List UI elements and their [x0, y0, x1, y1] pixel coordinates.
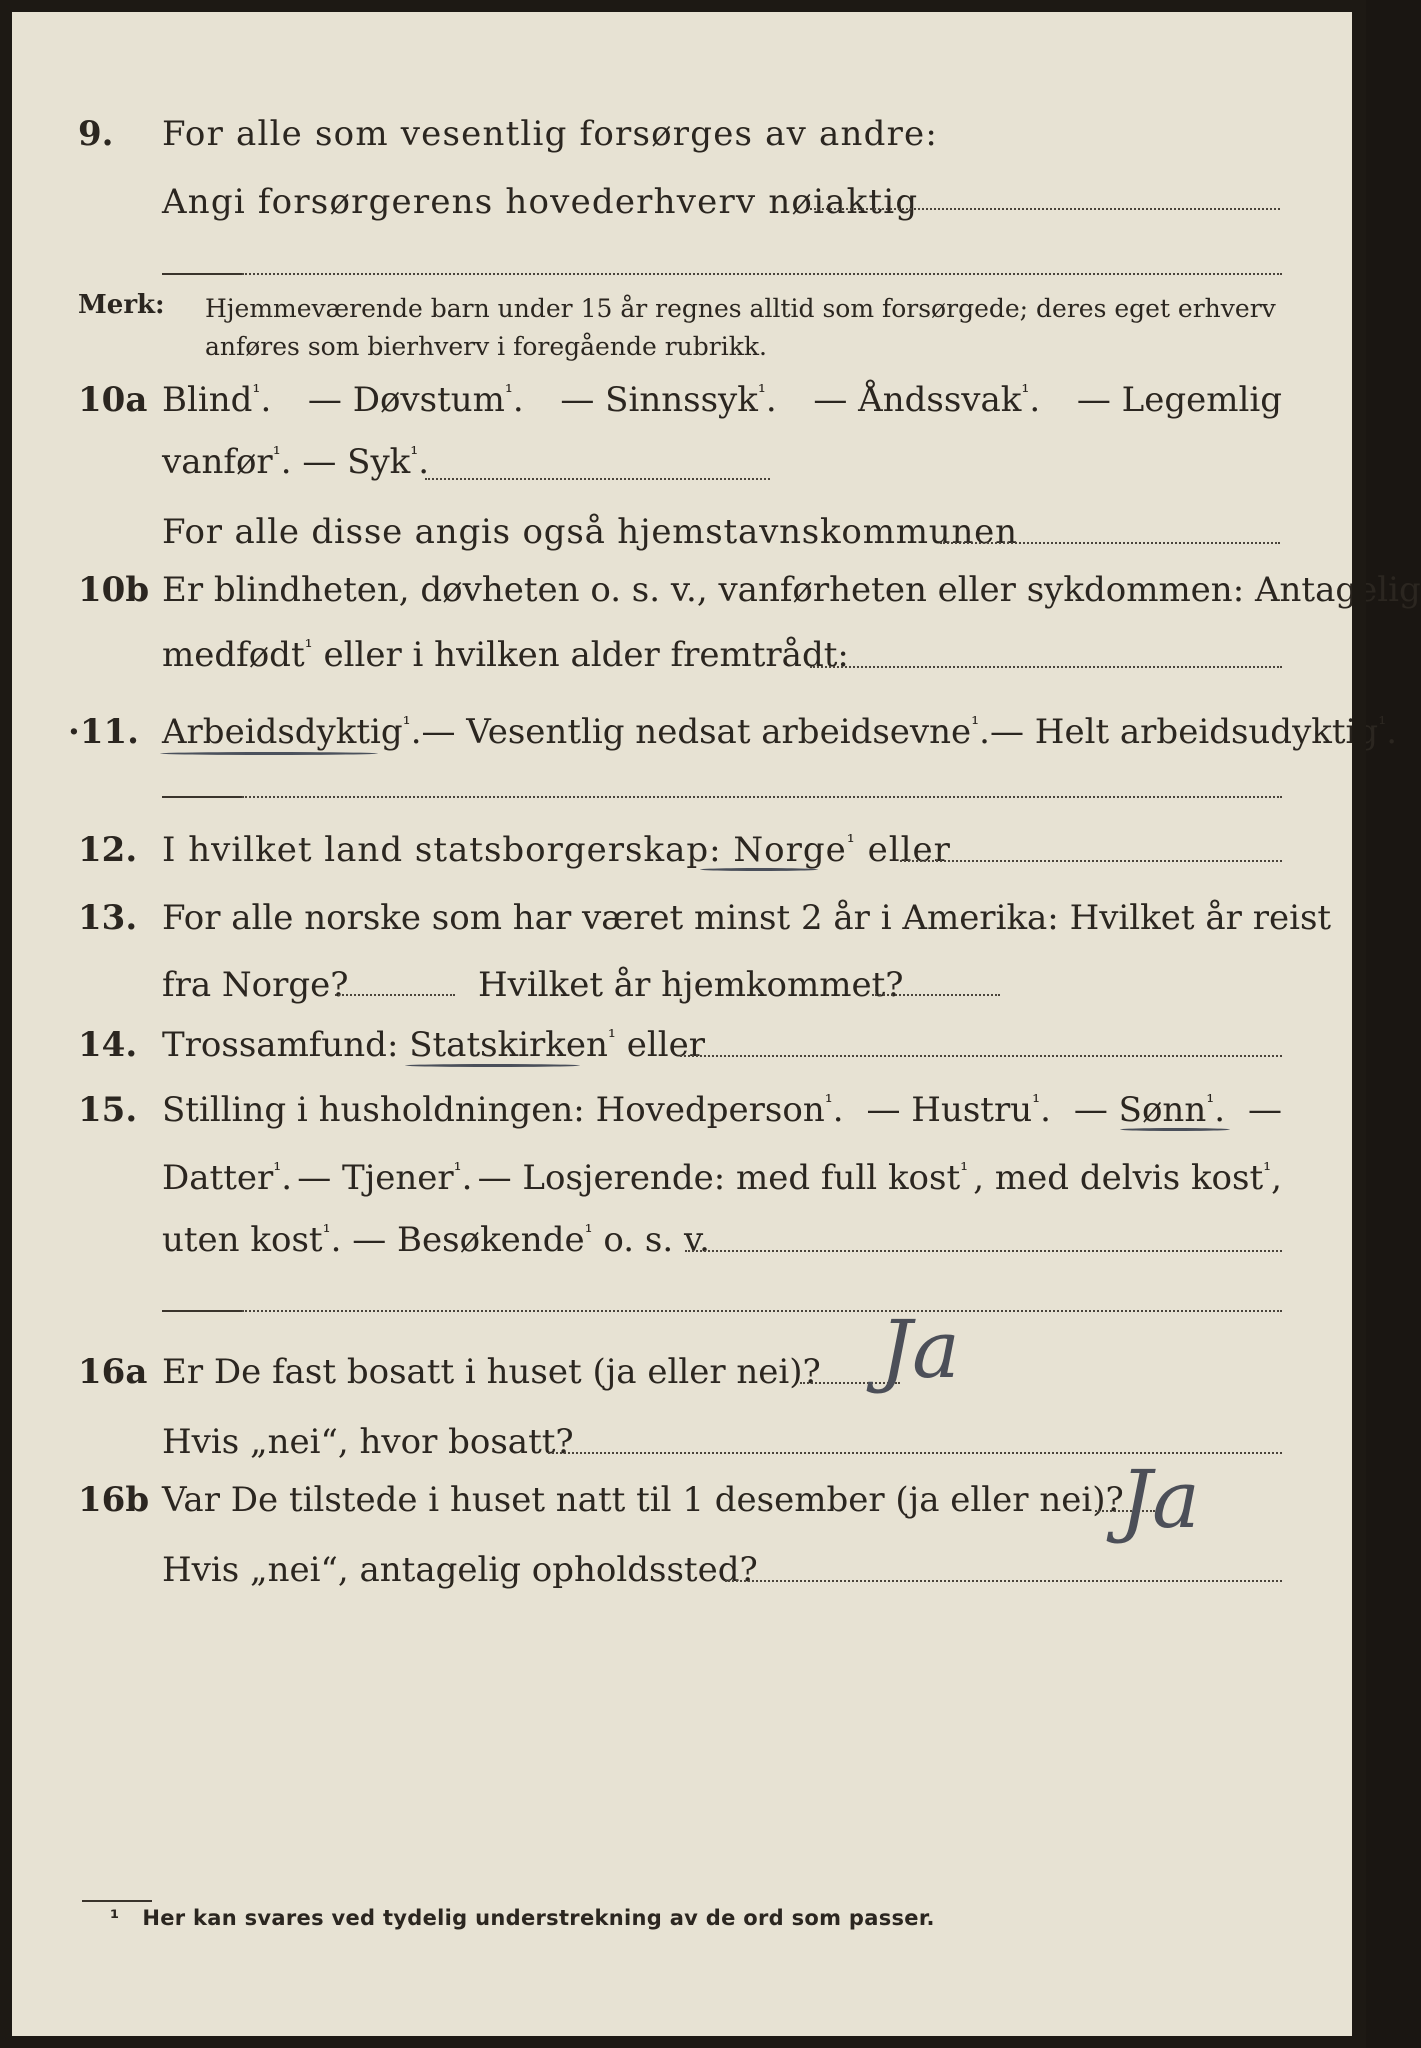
q12-citizenship: I hvilket land statsborgerskap: Norge$^{^1}$ eller	[162, 829, 951, 870]
q15-number: 15.	[78, 1090, 138, 1130]
merk-label: Merk:	[78, 290, 165, 320]
q15-lodger-partial-board[interactable]: , med delvis kost$^{^1}$,	[973, 1157, 1282, 1198]
q15-handwritten-underline	[1120, 1128, 1230, 1131]
q16b-handwritten-answer: Ja	[1120, 1453, 1200, 1546]
q11-number: ·11.	[68, 712, 139, 752]
q16a-number: 16a	[78, 1352, 148, 1392]
q15-servant[interactable]: — Tjener$^{^1}$.	[297, 1157, 473, 1198]
q15-visitor[interactable]: — Besøkende$^{^1}$	[352, 1219, 593, 1260]
q13-question: For alle norske som har været minst 2 år i Amerika: Hvilket år reist	[162, 898, 1332, 938]
q15-line-3: uten kost$^{^1}$. — Besøkende$^{^1}$ o. s. v.	[162, 1219, 710, 1260]
q15-line-1	[162, 1080, 1282, 1140]
q14-handwritten-underline	[405, 1064, 580, 1067]
merk-line-1: Hjemmeværende barn under 15 år regnes alltid som forsørgede; deres eget erhverv	[205, 294, 1276, 323]
q10a-conditions	[162, 370, 1282, 430]
q10a-number: 10a	[78, 380, 148, 420]
q14-answer-line[interactable]	[680, 1055, 1282, 1057]
merk-line-2: anføres som bierhverv i foregående rubrikk.	[205, 332, 767, 361]
q12-handwritten-underline	[700, 868, 818, 871]
q16b-number: 16b	[78, 1480, 150, 1520]
q15-separator	[242, 1310, 1282, 1312]
q10b-congenital[interactable]: medfødt$^{^1}$ eller i hvilken alder fremtrådt:	[162, 634, 849, 675]
q11-handwritten-underline	[160, 752, 378, 755]
q9-answer-line[interactable]	[810, 208, 1280, 210]
q9-number: 9.	[78, 114, 114, 154]
q16a-question: Er De fast bosatt i huset (ja eller nei)?	[162, 1352, 821, 1392]
q10b-question: Er blindheten, døvheten o. s. v., vanførheten eller sykdommen: Antagelig	[162, 570, 1421, 610]
q16a-row	[0, 1342, 1366, 1402]
q10a-insane[interactable]: — Sinnssyk$^{^1}$.	[560, 379, 777, 420]
q13-row-2	[0, 955, 1366, 1015]
q10a-sick-answer-line[interactable]	[425, 478, 770, 480]
q15-row	[0, 1080, 1366, 1140]
q10a-row-3	[0, 502, 1366, 562]
q9-row	[0, 104, 1366, 164]
q12-answer-line[interactable]	[900, 860, 1282, 862]
footnote-mark: ¹	[110, 1906, 120, 1930]
q10a-feeble-minded[interactable]: — Åndssvak$^{^1}$.	[813, 379, 1041, 420]
q10a-municipality-line[interactable]	[940, 542, 1280, 544]
q10a-physically[interactable]: — Legemlig	[1076, 380, 1282, 420]
q16b-question: Var De tilstede i huset natt til 1 desember (ja eller nei)?	[162, 1480, 1124, 1520]
q11-able-to-work[interactable]: Arbeidsdyktig$^{^1}$.	[162, 711, 422, 752]
q15-head-of-household[interactable]: Stilling i husholdningen: Hovedperson$^{^1}$.	[162, 1089, 844, 1130]
q15-separator-start	[162, 1310, 242, 1312]
q10b-number: 10b	[78, 570, 150, 610]
q13-returned-label: Hvilket år hjemkommet?	[478, 965, 904, 1005]
q11-separator	[242, 796, 1282, 798]
q10a-disabled[interactable]: vanfør$^{^1}$. — Syk$^{^1}$.	[162, 441, 430, 482]
q15-daughter[interactable]: Datter$^{^1}$.	[162, 1157, 293, 1198]
q12-norway[interactable]: Norge$^{^1}$	[733, 829, 856, 870]
footnote	[110, 1906, 935, 1930]
q16a-residence-label: Hvis „nei“, hvor bosatt?	[162, 1422, 574, 1462]
q15-without-board[interactable]: uten kost$^{^1}$.	[162, 1219, 342, 1260]
q15-row-3	[0, 1210, 1366, 1270]
q10b-row	[0, 560, 1421, 620]
q13-row	[0, 888, 1366, 948]
q13-left-norway-label: fra Norge?	[162, 965, 349, 1005]
q10a-home-municipality-label: For alle disse angis også hjemstavnskommunen	[162, 512, 1018, 552]
q15-answer-line[interactable]	[685, 1250, 1282, 1252]
q13-number: 13.	[78, 898, 138, 938]
footnote-rule	[82, 1900, 152, 1902]
q16a-handwritten-answer: Ja	[880, 1303, 960, 1396]
q12-number: 12.	[78, 830, 138, 870]
q9-separator-start	[162, 273, 242, 275]
q15-wife[interactable]: — Hustru$^{^1}$.	[866, 1089, 1051, 1130]
q13-left-year-line[interactable]	[335, 994, 455, 996]
q9-question: For alle som vesentlig forsørges av andre:	[162, 114, 939, 154]
q15-lodger-full-board[interactable]: — Losjerende: med full kost$^{^1}$	[477, 1157, 969, 1198]
q10b-row-2	[0, 625, 1366, 685]
q10a-row-2	[0, 432, 1366, 492]
q9-row-2	[0, 172, 1366, 232]
q16b-whereabouts-label: Hvis „nei“, antagelig opholdssted?	[162, 1550, 758, 1590]
q9-separator	[242, 273, 1282, 275]
q9-provider-occupation-label: Angi forsørgerens hovederhverv nøiaktig	[162, 182, 919, 222]
q16b-row-2	[0, 1540, 1366, 1600]
q16b-whereabouts-line[interactable]	[725, 1580, 1282, 1582]
q14-denomination: Trossamfund: Statskirken$^{^1}$ eller	[162, 1024, 705, 1065]
q10a-deaf-mute[interactable]: — Døvstum$^{^1}$.	[307, 379, 524, 420]
q11-unable-to-work[interactable]: — Helt arbeidsudyktig$^{^1}$.	[989, 711, 1398, 752]
q12-row	[0, 820, 1366, 880]
q10b-answer-line[interactable]	[810, 666, 1282, 668]
q15-row-2	[0, 1148, 1366, 1208]
q15-son[interactable]: — Sønn$^{^1}$.	[1073, 1089, 1226, 1130]
q11-separator-start	[162, 796, 242, 798]
q10a-row	[0, 370, 1366, 430]
q10a-blind[interactable]: Blind$^{^1}$.	[162, 379, 272, 420]
q14-state-church[interactable]: Statskirken$^{^1}$	[409, 1024, 616, 1065]
q14-number: 14.	[78, 1025, 138, 1065]
footnote-text: Her kan svares ved tydelig understrekning av de ord som passer.	[142, 1906, 935, 1930]
q15-line-2	[162, 1148, 1282, 1208]
q14-row	[0, 1015, 1366, 1075]
q15-dash: —	[1247, 1090, 1282, 1130]
q13-returned-year-line[interactable]	[872, 994, 1000, 996]
q11-reduced-ability[interactable]: — Vesentlig nedsat arbeidsevne$^{^1}$.	[421, 711, 990, 752]
